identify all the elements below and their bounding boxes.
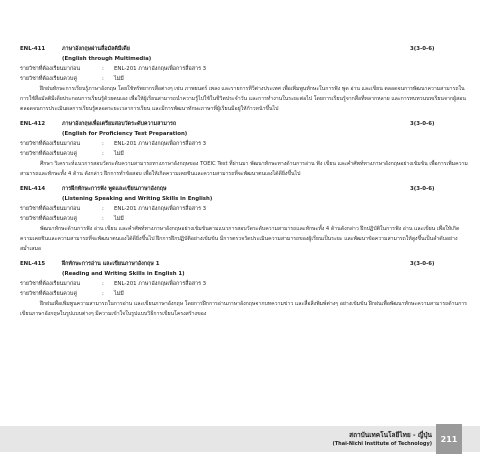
course-list (20, 44, 470, 324)
prerequisite-row (20, 64, 470, 74)
prerequisite-value: ENL-201 ภาษาอังกฤษเพื่อการสื่อสาร 3 (114, 141, 207, 147)
institution-name-en: (Thai-Nichi Institute of Technology) (332, 441, 432, 447)
prerequisite-row (20, 204, 470, 214)
course-title-th: ฝึกทักษะการอ่าน และเขียนภาษาอังกฤษ 1 (62, 261, 160, 267)
course-title-th: การฝึกทักษะการฟัง พูดและเขียนภาษาอังกฤษ (62, 186, 167, 192)
colon: : (102, 216, 104, 222)
institution-name-th: สถาบันเทคโนโลยีไทย - ญี่ปุ่น (349, 431, 432, 439)
prerequisite-value: ENL-201 ภาษาอังกฤษเพื่อการสื่อสาร 3 (114, 281, 207, 287)
institution-name (332, 431, 432, 449)
course-entry (20, 184, 470, 254)
course-entry (20, 119, 470, 179)
course-credits: 3(3-0-6) (410, 261, 435, 267)
course-title-en: (Reading and Writing Skills in English 1) (62, 271, 185, 277)
corequisite-value: ไม่มี (114, 291, 124, 297)
prerequisite-label: รายวิชาที่ต้องเรียนมาก่อน (20, 141, 81, 147)
course-description: ฝึกฝนทักษะการเรียนรู้ภาษาอังกฤษ โดยใช้ทรัพยากรสื่อต่างๆ เช่น ภาพยนตร์ เพลง และรายการทีวีต่างประเทศ เพื่อเพิ่มพูนทักษะในการฟัง พูด อ่าน และเขียน ตลอดจนการพัฒนาความสามารถในการใช้สื่อมัลติมีเดียประกอบการเรียนรู้ด้วยตนเอง เพื่อให้ผู้เรียนสามารถนำความรู้ไปใช้ในชีวิตประจำวัน และการทำงานในระยะต่อไป โดยการเรียนรู้จากสื่อที่หลากหลาย และการทบทวนบทเรียนจากผู้สอน ตลอดจนการประเมินผลการเรียนรู้ตลอดระยะเวลาการเรียน และมีการพัฒนาทักษะภาษาที่ผู้เรียนมีอยู่ให้ก้าวหน้าขึ้นไป (20, 86, 466, 112)
colon: : (102, 76, 104, 82)
page-number: 211 (436, 424, 462, 454)
course-title-th: ภาษาอังกฤษผ่านสื่อมัลติมีเดีย (62, 46, 130, 52)
course-title-th: ภาษาอังกฤษเพื่อเตรียมสอบวัดระดับความสามารถ (62, 121, 177, 127)
colon: : (102, 291, 104, 297)
prerequisite-value: ENL-201 ภาษาอังกฤษเพื่อการสื่อสาร 3 (114, 66, 207, 72)
corequisite-value: ไม่มี (114, 216, 124, 222)
prerequisite-value: ENL-201 ภาษาอังกฤษเพื่อการสื่อสาร 3 (114, 206, 207, 212)
course-credits: 3(3-0-6) (410, 121, 435, 127)
course-description: ฝึกฝนเพื่อเพิ่มพูนความสามารถในการอ่าน และเขียนภาษาอังกฤษ โดยการฝึกการอ่านภาษาอังกฤษจากบทความข่าว และสื่อสิ่งพิมพ์ต่างๆ อย่างเข้มข้น ฝึกฝนเพื่อพัฒนาทักษะความสามารถด้านการเขียนภาษาอังกฤษในรูปแบบต่างๆ มีความเข้าใจในรูปแบบวิธีการเขียนโครงสร้างของ (20, 301, 467, 317)
prerequisite-label: รายวิชาที่ต้องเรียนมาก่อน (20, 206, 81, 212)
corequisite-label: รายวิชาที่ต้องเรียนควบคู่ (20, 216, 77, 222)
prerequisite-row (20, 139, 470, 149)
course-description: พัฒนาทักษะด้านการฟัง อ่าน เขียน และคำศัพท์ทางภาษาอังกฤษอย่างเข้มข้นตามแนวการสอบวัดระดับความสามารถและทักษะทั้ง 4 ด้านดังกล่าว ฝึกปฏิบัติในการฟัง อ่าน และเขียน เพื่อให้เกิดความเคยชินและความสามารถที่จะพัฒนาตนเองได้ดียิ่งขึ้นไป ฝึกการฝึกปฏิบัติอย่างเข้มข้น มีการตรวจวัดประเมินความสามารถของผู้เรียนเป็นระยะ และพัฒนาข้อความสามารถให้สูงขึ้นเป็นลำดับอย่างสม่ำเสมอ (20, 226, 460, 252)
course-description: ศึกษา วิเคราะห์แนวการสอบวัดระดับความสามารถทางภาษาอังกฤษของ TOEIC Test ที่ผ่านมา พัฒนาทักษะทางด้านการอ่าน ฟัง เขียน และคำศัพท์ทางภาษาอังกฤษอย่างเข้มข้น เพื่อการเพิ่มความสามารถและทักษะทั้ง 4 ด้าน ดังกล่าว ฝึกการทำข้อสอบ เพื่อให้เกิดความเคยชินและความสามารถที่จะพัฒนาตนเองได้ดียิ่งขึ้นไป (20, 161, 468, 177)
corequisite-row (20, 289, 470, 299)
colon: : (102, 281, 104, 287)
course-entry (20, 44, 470, 114)
colon: : (102, 151, 104, 157)
corequisite-label: รายวิชาที่ต้องเรียนควบคู่ (20, 291, 77, 297)
corequisite-row (20, 214, 470, 224)
page-footer (0, 418, 480, 448)
course-code: ENL-415 (20, 261, 46, 267)
corequisite-value: ไม่มี (114, 151, 124, 157)
course-code: ENL-414 (20, 186, 46, 192)
course-title-en: (Listening Speaking and Writing Skills in English) (62, 196, 213, 202)
corequisite-value: ไม่มี (114, 76, 124, 82)
corequisite-label: รายวิชาที่ต้องเรียนควบคู่ (20, 151, 77, 157)
prerequisite-label: รายวิชาที่ต้องเรียนมาก่อน (20, 66, 81, 72)
course-title-en: (English for Proficiency Test Preparation) (62, 131, 188, 137)
colon: : (102, 206, 104, 212)
course-credits: 3(3-0-6) (410, 186, 435, 192)
colon: : (102, 141, 104, 147)
course-code: ENL-411 (20, 46, 46, 52)
prerequisite-label: รายวิชาที่ต้องเรียนมาก่อน (20, 281, 81, 287)
prerequisite-row (20, 279, 470, 289)
course-code: ENL-412 (20, 121, 46, 127)
course-title-en: (English through Multimedia) (62, 56, 152, 62)
colon: : (102, 66, 104, 72)
corequisite-row (20, 74, 470, 84)
corequisite-row (20, 149, 470, 159)
course-credits: 3(3-0-6) (410, 46, 435, 52)
corequisite-label: รายวิชาที่ต้องเรียนควบคู่ (20, 76, 77, 82)
course-entry (20, 259, 470, 319)
